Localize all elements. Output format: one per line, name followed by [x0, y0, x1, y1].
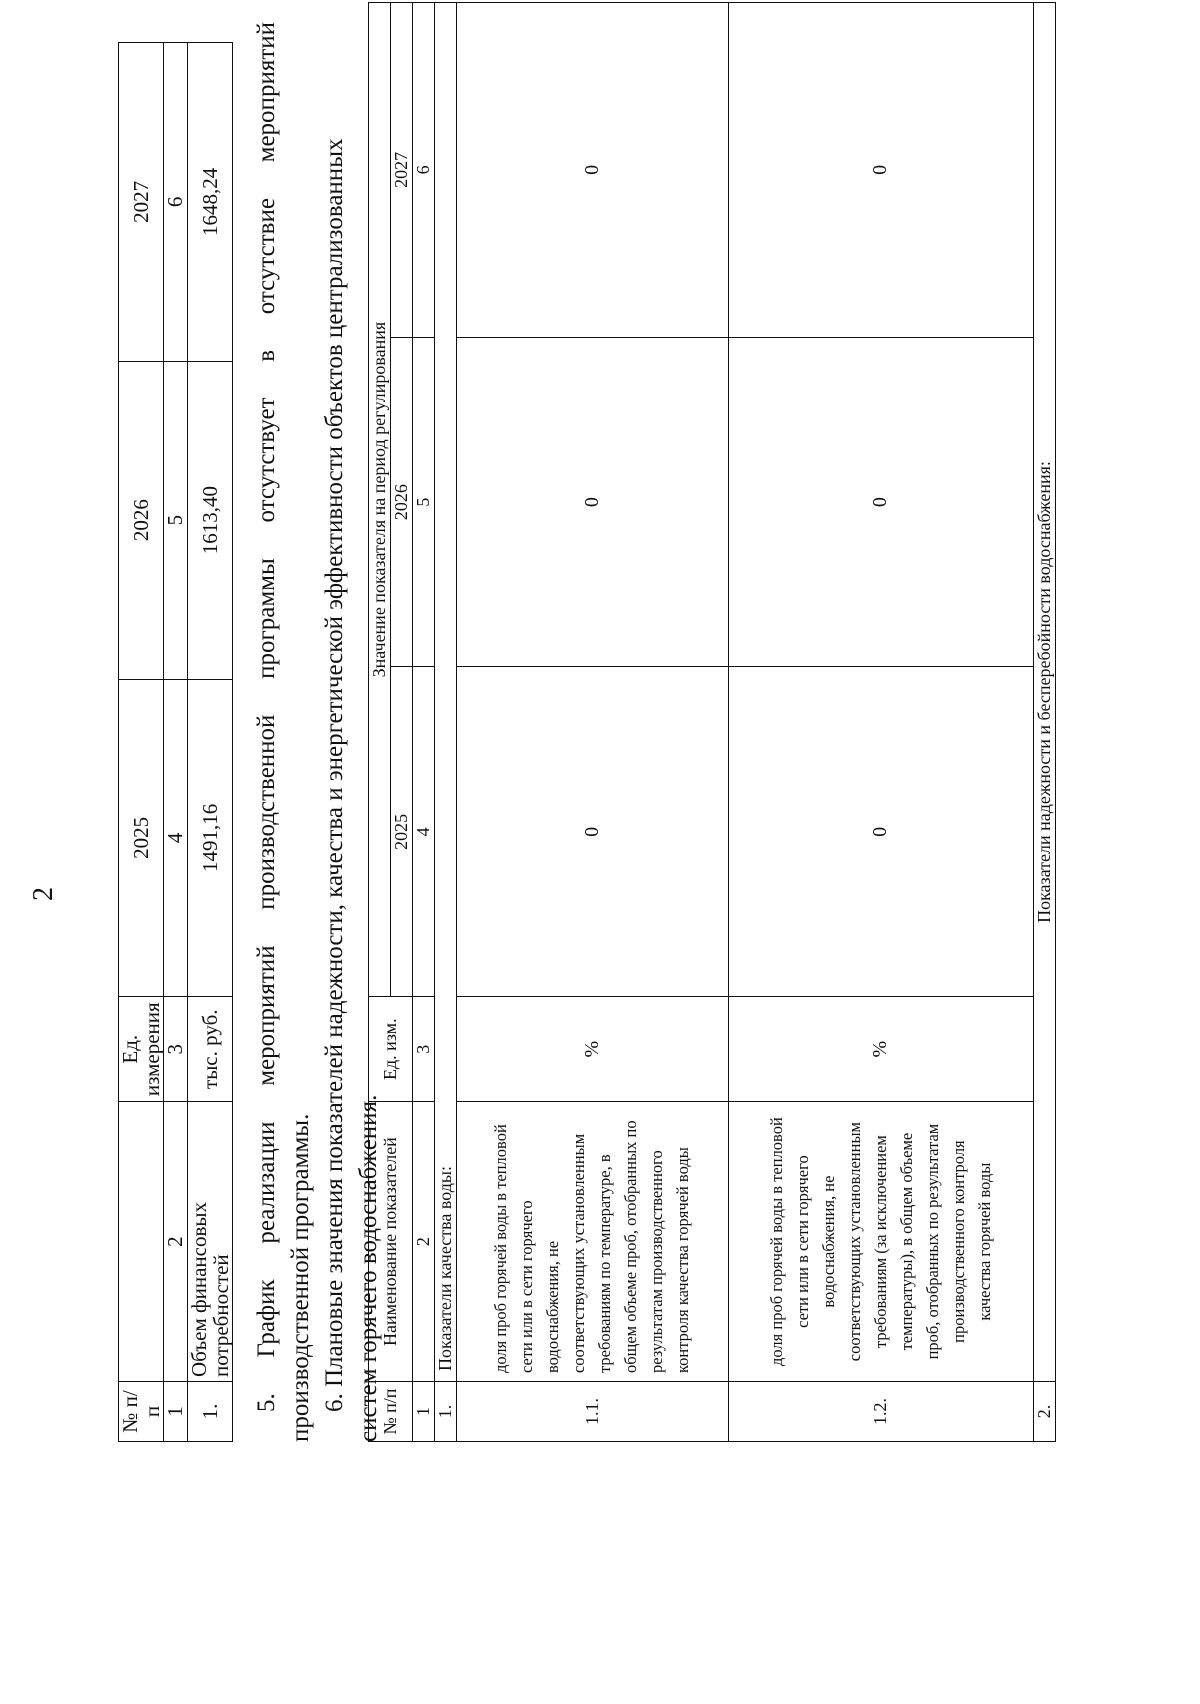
paragraph-5-line-1: 5. График реализации мероприятий производственной программы отсутствует в отсутствие мероприятий	[253, 22, 280, 1412]
header-no: № п/п	[369, 1382, 413, 1442]
section-row	[1034, 3, 1056, 1442]
financial-needs-table	[118, 42, 233, 1442]
table-header-row	[119, 43, 164, 1442]
column-number: 6	[164, 43, 187, 362]
page-number: 2	[28, 887, 59, 901]
value-cell: 1648,24	[187, 43, 232, 362]
description-line: водоснабжения, не	[818, 1175, 838, 1308]
year-cell: 2026	[391, 337, 413, 667]
value-cell: 0	[728, 337, 1033, 667]
table-header-row	[369, 3, 391, 1442]
column-number: 3	[413, 997, 435, 1102]
row-number: 1.1.	[457, 1382, 729, 1442]
column-number: 4	[164, 679, 187, 997]
section-title: Показатели надежности и бесперебойности водоснабжения:	[1034, 3, 1056, 1382]
row-unit: %	[728, 997, 1033, 1102]
year-cell: 2027	[391, 3, 413, 338]
column-number: 1	[413, 1382, 435, 1442]
row-unit: %	[457, 997, 729, 1102]
text-block	[250, 22, 386, 1442]
description-line: доля проб горячей воды в тепловой	[766, 1117, 786, 1367]
column-number: 1	[164, 1382, 187, 1442]
header-cell: № п/п	[119, 1382, 164, 1442]
description-line: температуры), в общем объеме	[896, 1132, 916, 1351]
indicators-table	[368, 2, 1056, 1442]
description-line: доля проб горячей воды в тепловой	[491, 1124, 511, 1374]
section-title: Показатели качества воды:	[435, 3, 457, 1382]
column-number: 5	[164, 361, 187, 679]
description-line: сети или в сети горячего	[517, 1200, 537, 1374]
header-unit: Ед. изм.	[369, 997, 413, 1102]
row-number: 1.	[187, 1382, 232, 1442]
description-line: соответствующих установленным	[844, 1122, 864, 1362]
header-cell: 2025	[119, 679, 164, 997]
value-cell: 1491,16	[187, 679, 232, 997]
value-cell: 0	[457, 667, 729, 997]
table-row	[728, 3, 1033, 1442]
description-line: требованиям (за исключением	[870, 1135, 890, 1349]
column-number: 3	[164, 997, 187, 1102]
column-number-row	[164, 43, 187, 1442]
row-name: Объем финансовых потребностей	[187, 1102, 232, 1382]
description-line: соответствующих установленным	[569, 1133, 589, 1374]
header-cell: Ед. измерения	[119, 997, 164, 1102]
column-number: 6	[413, 3, 435, 338]
column-number: 4	[413, 667, 435, 997]
row-unit: тыс. руб.	[187, 997, 232, 1102]
description-line: качества горячей воды	[974, 1162, 994, 1321]
value-cell: 0	[457, 3, 729, 338]
description-line: результатам производственного	[647, 1150, 667, 1374]
description-line: требованиям по температуре, в	[595, 1154, 615, 1374]
section-row	[435, 3, 457, 1442]
table-row	[457, 3, 729, 1442]
header-value: Значение показателя на период регулирования	[369, 3, 391, 997]
description-line: общем объеме проб, отобранных по	[621, 1120, 641, 1374]
paragraph-6-line-1: 6. Плановые значения показателей надежности, качества и энергетической эффективности объектов централизованных	[321, 138, 348, 1412]
header-cell: 2026	[119, 361, 164, 679]
description-line: производственного контроля	[948, 1140, 968, 1343]
header-cell	[119, 1102, 164, 1382]
description-line: проб, отобранных по результатам	[922, 1123, 942, 1360]
row-number: 1.2.	[728, 1382, 1033, 1442]
description-line: контроля качества горячей воды	[673, 1147, 693, 1374]
value-cell: 0	[728, 667, 1033, 997]
paragraph-6-line-2: систем горячего водоснабжения.	[355, 1094, 382, 1442]
header-cell: 2027	[119, 43, 164, 362]
column-number-row	[413, 3, 435, 1442]
column-number: 5	[413, 337, 435, 667]
value-cell: 1613,40	[187, 361, 232, 679]
column-number: 2	[413, 1102, 435, 1382]
section-number: 2.	[1034, 1382, 1056, 1442]
column-number: 2	[164, 1102, 187, 1382]
row-description	[457, 1102, 729, 1382]
value-cell: 0	[457, 337, 729, 667]
header-name: Наименование показателей	[369, 1102, 413, 1382]
paragraph-5-line-2: производственной программы.	[287, 1113, 314, 1442]
table-row	[187, 43, 232, 1442]
section-number: 1.	[435, 1382, 457, 1442]
year-cell: 2025	[391, 667, 413, 997]
description-line: сети или в сети горячего	[792, 1155, 812, 1328]
row-description	[728, 1102, 1033, 1382]
value-cell: 0	[728, 3, 1033, 338]
description-line: водоснабжения, не	[543, 1240, 563, 1374]
